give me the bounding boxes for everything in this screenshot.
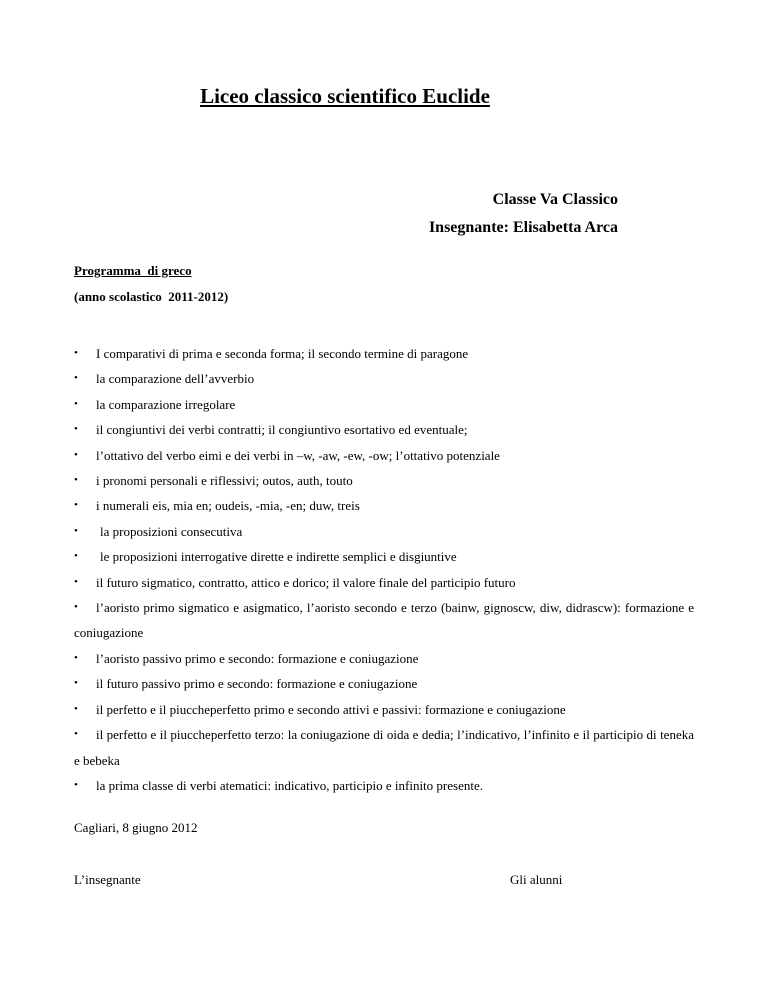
topic-item <box>74 773 694 798</box>
topic-item <box>74 671 694 696</box>
bullet-icon: • <box>74 702 78 715</box>
topic-item <box>74 570 694 595</box>
bullet-icon: • <box>74 372 78 385</box>
bullet-icon: • <box>74 651 78 664</box>
bullet-icon: • <box>74 728 78 741</box>
topic-item <box>74 468 694 493</box>
bullet-icon: • <box>74 778 78 791</box>
topic-text: l’aoristo primo sigmatico e asigmatico, l’aoristo secondo e terzo (bainw, gignoscw, diw, didrascw): formazione e coniugazione <box>74 600 694 641</box>
bullet-icon: • <box>74 397 78 410</box>
topic-item <box>74 722 694 773</box>
bullet-icon: • <box>74 601 78 614</box>
topic-item <box>74 392 694 417</box>
topic-text: il perfetto e il piuccheperfetto terzo: la coniugazione di oida e dedia; l’indicativo, l’infinito e il participio di teneka e bebeka <box>74 727 694 768</box>
topic-text: i pronomi personali e riflessivi; outos, auth, touto <box>96 473 353 489</box>
bullet-icon: • <box>74 575 78 588</box>
bullet-icon: • <box>74 524 78 537</box>
bullet-icon: • <box>74 448 78 461</box>
bullet-icon: • <box>74 499 78 512</box>
class-label: Classe Va Classico <box>492 191 618 208</box>
bullet-icon: • <box>74 550 78 563</box>
topic-item <box>74 595 694 646</box>
topic-text: il futuro sigmatico, contratto, attico e dorico; il valore finale del participio futuro <box>96 574 516 590</box>
topic-item <box>74 519 694 544</box>
topic-item <box>74 646 694 671</box>
topic-text: l’aoristo passivo primo e secondo: formazione e coniugazione <box>96 650 419 666</box>
students-signature-label: Gli alunni <box>510 872 563 887</box>
topic-item <box>74 544 694 569</box>
topic-text: il perfetto e il piuccheperfetto primo e secondo attivi e passivi: formazione e coniugazione <box>96 701 566 717</box>
teacher-label: Insegnante: Elisabetta Arca <box>428 219 618 236</box>
topic-item <box>74 697 694 722</box>
topic-text: i numerali eis, mia en; oudeis, -mia, -en; duw, treis <box>96 498 360 514</box>
topic-text: il futuro passivo primo e secondo: formazione e coniugazione <box>96 676 418 692</box>
class-info <box>429 186 618 242</box>
topic-text: l’ottativo del verbo eimi e dei verbi in –w, -aw, -ew, -ow; l’ottativo potenziale <box>96 447 500 463</box>
topic-text: la comparazione irregolare <box>96 396 236 412</box>
topic-text: I comparativi di prima e seconda forma; il secondo termine di paragone <box>96 346 469 361</box>
topic-item <box>74 443 694 468</box>
topic-item <box>74 493 694 518</box>
topic-text: le proposizioni interrogative dirette e indirette semplici e disgiuntive <box>100 549 457 565</box>
topic-text: il congiuntivi dei verbi contratti; il congiuntivo esortativo ed eventuale; <box>96 422 468 438</box>
program-year: (anno scolastico 2011-2012) <box>74 289 229 304</box>
bullet-icon: • <box>74 474 78 487</box>
school-title: Liceo classico scientifico Euclide <box>200 84 490 108</box>
topic-text: la prima classe di verbi atematici: indicativo, participio e infinito presente. <box>96 777 483 793</box>
topic-item <box>74 366 694 391</box>
bullet-icon: • <box>74 677 78 690</box>
program-heading: Programma di greco <box>74 263 192 278</box>
topic-item <box>74 417 694 442</box>
bullet-icon: • <box>74 347 78 359</box>
bullet-icon: • <box>74 423 78 436</box>
topic-list <box>74 341 694 798</box>
place-date: Cagliari, 8 giugno 2012 <box>74 820 198 835</box>
topic-text: la proposizioni consecutiva <box>100 523 243 539</box>
topic-item <box>74 341 694 366</box>
teacher-signature-label: L’insegnante <box>74 872 141 887</box>
topic-text: la comparazione dell’avverbio <box>96 371 255 387</box>
